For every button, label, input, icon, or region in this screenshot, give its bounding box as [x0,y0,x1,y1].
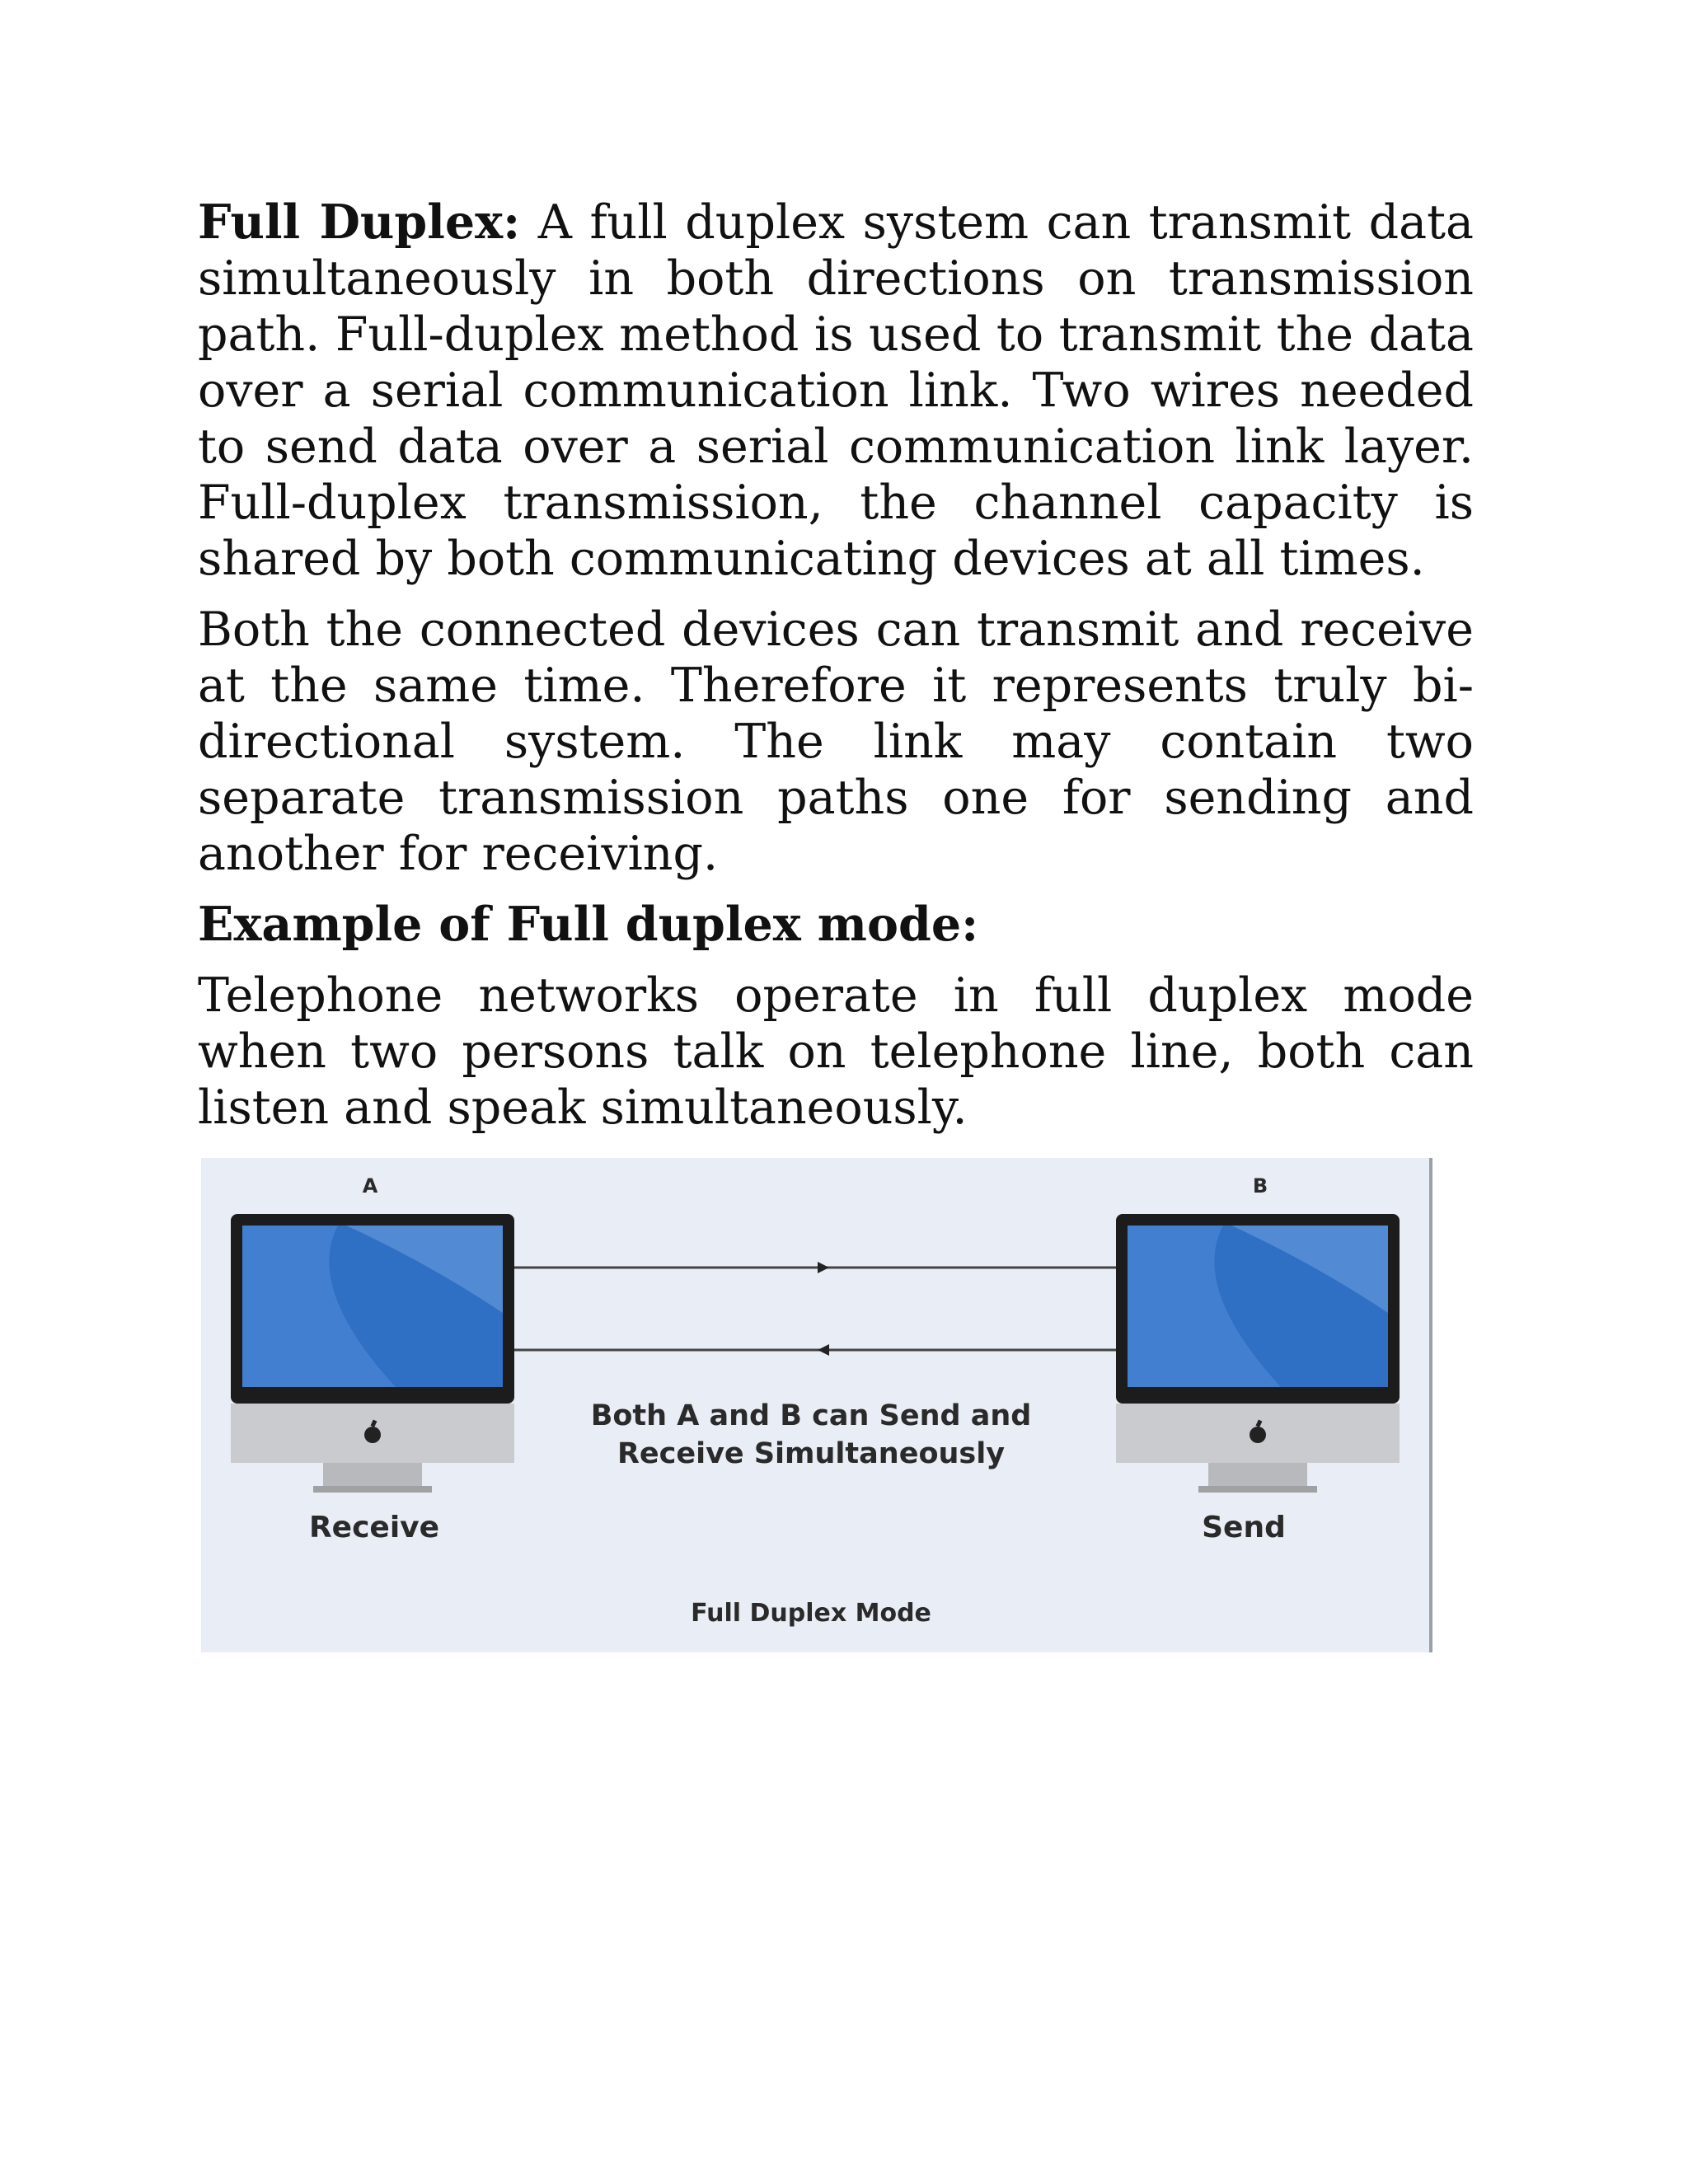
diagram-caption [572,1397,1050,1473]
arrow-left-icon [818,1344,829,1356]
full-duplex-diagram [201,1158,1432,1652]
text-content [198,194,1474,1151]
paragraph-telephone-example: Telephone networks operate in full duplex mode when two persons talk on telephone line, both can listen and speak simultaneously. [198,968,1474,1135]
arrow-right-icon [818,1262,829,1273]
paragraph-bidirectional: Both the connected devices can transmit and receive at the same time. Therefore it represents truly bi-directional system. The link may contain two separate transmission paths one for sending and another for receiving. [198,602,1474,881]
node-b-role: Send [1202,1511,1286,1544]
term-full-duplex: Full Duplex: [198,194,521,250]
caption-line-1: Both A and B can Send and [590,1399,1032,1432]
example-heading: Example of Full duplex mode: [198,897,979,952]
paragraph-full-duplex-definition [198,194,1474,587]
diagram-title: Full Duplex Mode [691,1599,931,1628]
node-a-label: A [362,1174,378,1197]
node-a-role: Receive [308,1511,440,1544]
definition-text: A full duplex system can transmit data simultaneously in both directions on transmission path. Full-duplex method is used to transmit the data over a serial communication link. Two wires needed to send data over a serial communication link layer. Full-duplex transmission, the channel capacity is shared by both communicating devices at all times. [198,195,1474,586]
caption-line-2: Receive Simultaneously [617,1437,1006,1470]
node-b-label: B [1252,1174,1268,1197]
